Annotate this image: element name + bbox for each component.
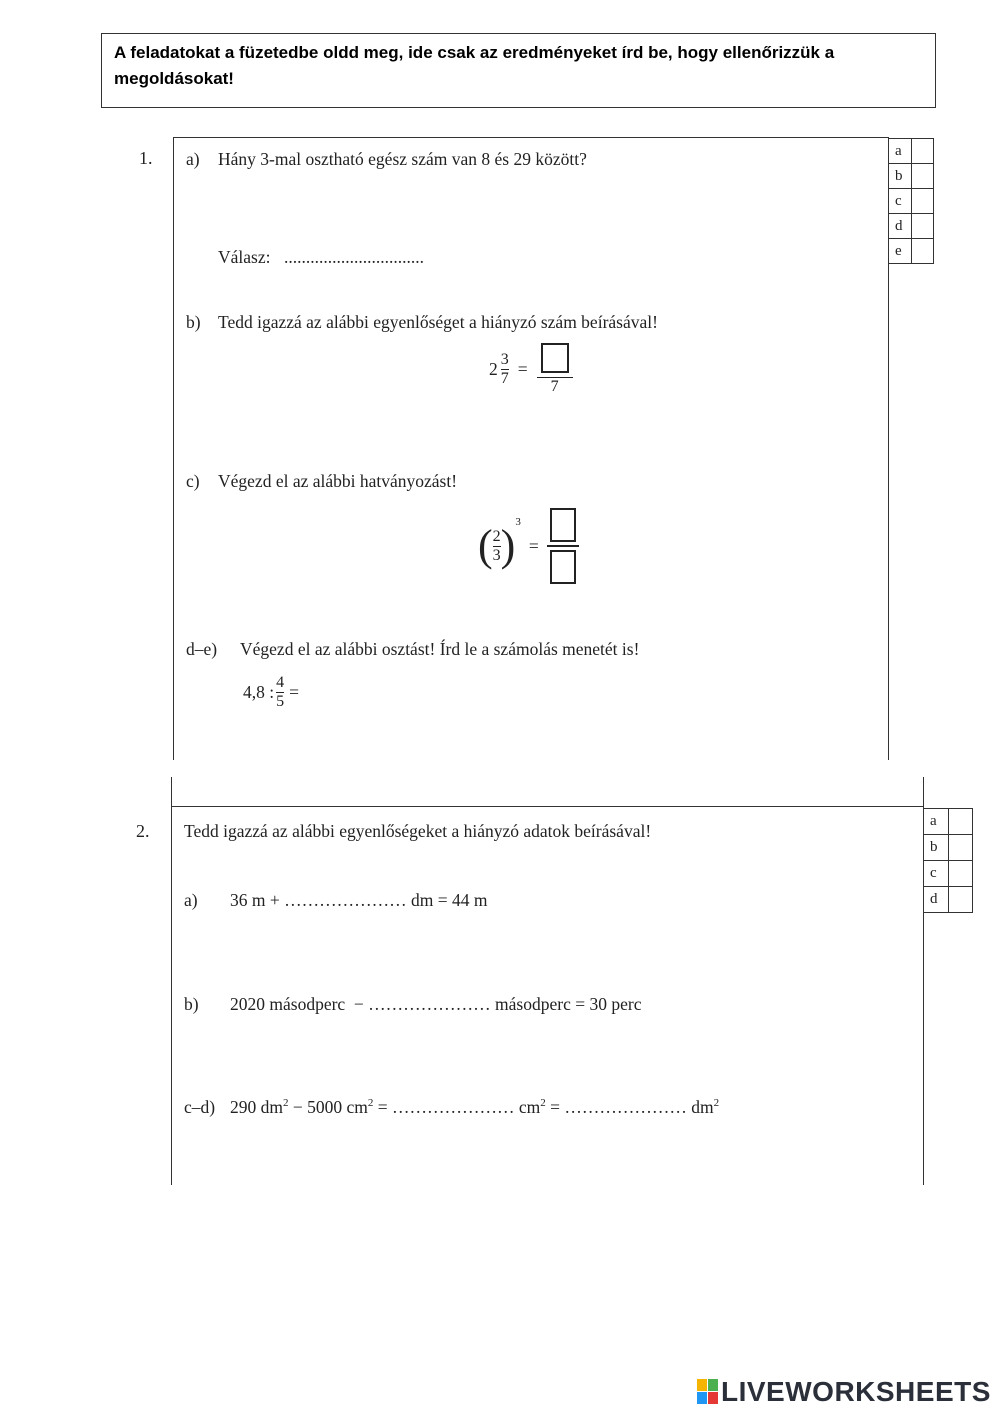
task2cd-label: c–d) bbox=[184, 1097, 216, 1117]
task1b-answer-box[interactable] bbox=[541, 343, 569, 373]
task1c-exponent: 3 bbox=[515, 516, 521, 528]
task1a-question: Hány 3-mal osztható egész szám van 8 és 29 között? bbox=[218, 149, 587, 169]
instruction-text: A feladatokat a füzetedbe oldd meg, ide csak az eredményeket írd be, hogy ellenőrizzük a megoldásokat! bbox=[114, 43, 835, 88]
grid-cell-e[interactable] bbox=[911, 239, 933, 264]
task1b-whole: 2 bbox=[489, 359, 498, 379]
liveworksheets-logo-text: LIVEWORKSHEETS bbox=[721, 1376, 991, 1407]
grid-cell-d[interactable] bbox=[911, 214, 933, 239]
task2-score-grid bbox=[923, 808, 973, 913]
task2cd-unit2: dm bbox=[686, 1097, 714, 1117]
grid-label-e: e bbox=[889, 239, 912, 264]
task2a-right: dm = 44 m bbox=[410, 890, 488, 910]
task1a-answer-label: Válasz: bbox=[218, 247, 271, 267]
grid-label-b: b bbox=[889, 164, 912, 189]
task1-score-grid bbox=[888, 138, 934, 264]
task1c-denominator: 3 bbox=[492, 546, 501, 564]
instruction-box bbox=[101, 33, 936, 108]
task2a-answer-field[interactable]: ………………… bbox=[284, 890, 407, 910]
task1c-answer-fraction bbox=[547, 508, 579, 584]
task2b-label: b) bbox=[184, 994, 199, 1014]
task1de-label: d–e) bbox=[186, 639, 218, 659]
task1b-label: b) bbox=[186, 312, 201, 332]
task2d-answer-field[interactable]: ………………… bbox=[564, 1097, 687, 1117]
task1c-label: c) bbox=[186, 471, 200, 491]
task1c-answer-denominator-box[interactable] bbox=[550, 550, 576, 584]
task2-number: 2. bbox=[136, 821, 150, 841]
right-paren: ) bbox=[500, 521, 516, 570]
grid2-cell-d[interactable] bbox=[948, 887, 972, 913]
task1c-equals: = bbox=[528, 535, 539, 556]
task2cd-term2: − 5000 cm bbox=[288, 1097, 368, 1117]
task2b-left: 2020 másodperc − bbox=[230, 994, 364, 1014]
grid-label-a: a bbox=[889, 139, 912, 164]
task1c-question: Végezd el az alábbi hatványozást! bbox=[218, 471, 458, 491]
task2b-right: másodperc = 30 perc bbox=[495, 994, 642, 1014]
grid2-label-c: c bbox=[924, 861, 949, 887]
grid2-cell-a[interactable] bbox=[948, 809, 972, 835]
task2cd-eq2: = bbox=[545, 1097, 565, 1117]
task1c-fraction bbox=[493, 528, 501, 565]
task1a-answer-field[interactable]: ................................ bbox=[284, 247, 424, 267]
task1b-denominator: 7 bbox=[500, 370, 509, 387]
grid-cell-a[interactable] bbox=[911, 139, 933, 164]
task2cd-unit1: cm bbox=[514, 1097, 541, 1117]
sup4: 2 bbox=[713, 1097, 720, 1110]
task1-top-border bbox=[173, 137, 889, 138]
task1de-fraction bbox=[276, 674, 284, 711]
task2cd-term1: 290 dm bbox=[230, 1097, 283, 1117]
task1de-numerator: 4 bbox=[276, 674, 285, 691]
task2cd-eq1: = bbox=[373, 1097, 392, 1117]
task1de-equation bbox=[243, 674, 299, 711]
task1b-equation bbox=[489, 343, 573, 396]
grid2-label-b: b bbox=[924, 835, 949, 861]
task1c-equation bbox=[478, 508, 579, 584]
task1de-dividend: 4,8 : bbox=[243, 682, 275, 702]
task2c-answer-field[interactable]: ………………… bbox=[392, 1097, 515, 1117]
task2-left-border bbox=[171, 777, 172, 1185]
grid2-cell-b[interactable] bbox=[948, 835, 972, 861]
task1a-label: a) bbox=[186, 149, 200, 169]
grid2-cell-c[interactable] bbox=[948, 861, 972, 887]
sup1: 2 bbox=[283, 1097, 289, 1110]
task1c-answer-numerator-box[interactable] bbox=[550, 508, 576, 542]
liveworksheets-logo bbox=[697, 1376, 991, 1408]
task1b-answer-fraction bbox=[537, 343, 573, 396]
task1de-denominator: 5 bbox=[276, 693, 285, 710]
task2cd-equation bbox=[230, 1097, 719, 1118]
task2a-left: 36 m + bbox=[230, 890, 280, 910]
left-paren: ( bbox=[478, 521, 493, 570]
task1b-fraction bbox=[501, 351, 509, 388]
task1de-question: Végezd el az alábbi osztást! Írd le a számolás menetét is! bbox=[240, 639, 640, 659]
grid-label-c: c bbox=[889, 189, 912, 214]
task1b-equals: = bbox=[517, 359, 528, 379]
task1-number: 1. bbox=[139, 148, 153, 168]
task2-question: Tedd igazzá az alábbi egyenlőségeket a hiányzó adatok beírásával! bbox=[184, 821, 652, 841]
task2b-answer-field[interactable]: ………………… bbox=[368, 994, 491, 1014]
liveworksheets-logo-icon bbox=[697, 1379, 719, 1405]
grid2-label-a: a bbox=[924, 809, 949, 835]
task1b-denominator2: 7 bbox=[550, 378, 559, 395]
task1de-equals: = bbox=[289, 682, 299, 702]
sup3: 2 bbox=[540, 1097, 546, 1110]
grid-label-d: d bbox=[889, 214, 912, 239]
grid-cell-b[interactable] bbox=[911, 164, 933, 189]
grid-cell-c[interactable] bbox=[911, 189, 933, 214]
task1b-question: Tedd igazzá az alábbi egyenlőséget a hiányzó szám beírásával! bbox=[218, 312, 658, 332]
task2-top-border bbox=[171, 806, 923, 807]
sup2: 2 bbox=[367, 1097, 374, 1110]
task2a-equation bbox=[230, 890, 487, 911]
task1b-numerator: 3 bbox=[500, 351, 509, 368]
task2b-equation bbox=[230, 994, 641, 1015]
grid2-label-d: d bbox=[924, 887, 949, 913]
task1-left-border bbox=[173, 137, 174, 760]
task1c-numerator: 2 bbox=[492, 527, 501, 545]
task2a-label: a) bbox=[184, 890, 198, 910]
